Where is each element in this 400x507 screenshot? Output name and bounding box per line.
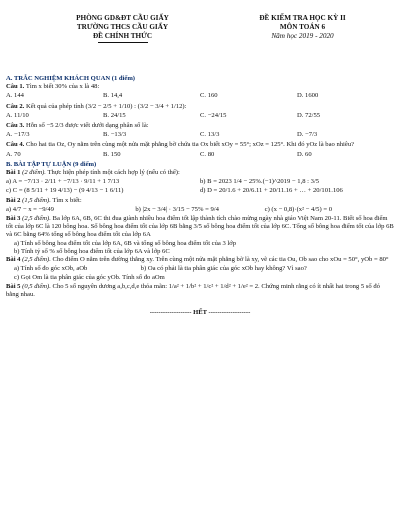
question-text: Tìm x biết 30% của x là 48: xyxy=(25,83,100,91)
option: A. 144 xyxy=(6,92,24,100)
sub-question: a) 4/7 − x = −9/49 xyxy=(6,205,54,213)
question-3-options xyxy=(6,131,394,139)
question-4-options xyxy=(6,151,394,159)
sub-question: b) |2x − 3/4| · 3/15 − 75% = 9/4 xyxy=(135,205,219,213)
exercise-label: Bài 1 xyxy=(6,169,21,177)
exercise-score: (2,5 điểm). xyxy=(22,256,51,264)
school-name: TRƯỜNG THCS CẦU GIẤY xyxy=(76,23,169,31)
exercise-2 xyxy=(6,197,394,205)
header-left xyxy=(40,14,205,43)
question-label: Câu 2. xyxy=(6,102,25,110)
exam-content xyxy=(6,74,394,317)
school-year: Năm học 2019 - 2020 xyxy=(271,32,334,40)
question-label: Câu 3. xyxy=(6,122,25,130)
exam-title: ĐỀ KIỂM TRA HỌC KỲ II xyxy=(259,14,346,22)
sub-question: a) Tính số bông hoa điểm tốt của lớp 6A, 6B và tổng số bông hoa điểm tốt của 3 lớp xyxy=(14,239,237,247)
option: D. 60 xyxy=(297,150,312,158)
subject-name: MÔN TOÁN 6 xyxy=(279,23,326,31)
question-label: Câu 4. xyxy=(6,141,25,149)
sub-question: d) D = 20/1.6 + 20/6.11 + 20/11.16 + … + 20/101.106 xyxy=(200,187,343,195)
sub-question: b) Tính tỷ số % số bông hoa điểm tốt của lớp 6A và lớp 6C xyxy=(14,247,170,255)
exercise-text: Ba lớp 6A, 6B, 6C thi đua giành nhiều hoa điểm tốt lập thành tích chào mừng ngày nhà giáo Việt Nam 20-11. Biết số hoa điểm tốt của lớp 6C là 120 bông hoa. Số bông hoa điểm tốt của lớp 6B bằng 3/5 số bông hoa điểm tốt của lớp 6C. Tổng số bông hoa điểm tốt của lớp 6B và 6C bằng 64% tổng số bông hoa điểm tốt của lớp 6A xyxy=(6,215,394,239)
exercise-score: (2,5 điểm). xyxy=(22,215,51,223)
official-label: ĐỀ CHÍNH THỨC xyxy=(92,32,153,40)
sub-question: a) Tính số đo góc xOb, aOb xyxy=(14,265,88,273)
sub-question: a) A = −7/13 · 2/11 + −7/13 · 9/11 + 1 7/13 xyxy=(6,178,120,186)
sub-question: b) B = 2023 1/4 − 25%.(−1)^2019 − 1,8 : 3/5 xyxy=(200,178,320,186)
exercise-1-row-2 xyxy=(6,187,394,195)
question-1-options xyxy=(6,92,394,100)
question-2-options xyxy=(6,112,394,120)
option: B. 150 xyxy=(103,150,121,158)
sub-question: c) (x − 0,8)·(x² − 4/5) = 0 xyxy=(264,205,332,213)
section-a-title: A. TRẮC NGHIỆM KHÁCH QUAN (1 điểm) xyxy=(6,75,136,82)
exercise-label: Bài 4 xyxy=(6,256,21,264)
question-label: Câu 1. xyxy=(6,83,25,91)
sub-question: c) C = (8 5/11 + 19 4/13) − (9 4/13 − 1 6/11) xyxy=(6,187,124,195)
exercise-label: Bài 5 xyxy=(6,282,21,290)
option: B. 24/15 xyxy=(103,111,126,119)
question-1 xyxy=(6,83,394,91)
exercise-label: Bài 2 xyxy=(6,196,21,204)
exercise-2-row xyxy=(6,206,394,214)
exercise-4 xyxy=(6,256,394,264)
question-text: Kết quả của phép tính (3/2 − 2/5 + 1/10) : (3/2 − 3/4 + 1/12): xyxy=(25,102,187,110)
exercise-text: Thực hiện phép tính một cách hợp lý (nếu có thể): xyxy=(47,169,180,177)
end-marker: ------------------- HẾT ------------------- xyxy=(149,309,251,317)
option: B. 14,4 xyxy=(103,92,123,100)
option: A. 70 xyxy=(6,150,21,158)
question-text: Cho hai tia Oz, Oy nằm trên cùng một nửa mặt phẳng bờ chứa tia Ox biết xOy = 55°; xOz = 125°. Khi đó yOz là bao nhiêu? xyxy=(25,141,355,149)
exercise-score: (2 điểm). xyxy=(22,169,46,177)
option: D. 72/55 xyxy=(297,111,321,119)
exercise-text: Cho 5 số nguyên dương a,b,c,d,e thỏa mãn: 1/a² + 1/b² + 1/c² + 1/d² + 1/e² = 2. Chứng minh rằng có ít nhất hai trong 5 số đó bằng nhau. xyxy=(6,282,380,298)
exercise-1-row-1 xyxy=(6,178,394,186)
option: C. 13/3 xyxy=(200,131,220,139)
department-name: PHÒNG GD&ĐT CẦU GIẤY xyxy=(76,14,169,22)
exercise-label: Bài 3 xyxy=(6,215,21,223)
option: C. 80 xyxy=(200,150,215,158)
question-text: Hỗn số −5 2/3 được viết dưới dạng phân số là: xyxy=(25,122,149,130)
exercise-4-row xyxy=(6,265,394,273)
option: D. −7/3 xyxy=(297,131,318,139)
question-2 xyxy=(6,103,394,111)
exercise-score: (1,5 điểm). xyxy=(22,196,51,204)
exercise-1 xyxy=(6,169,394,177)
option: C. 160 xyxy=(200,92,218,100)
sub-question: c) Gọi Om là tia phân giác của góc yOb. Tính số đo aOm xyxy=(14,274,165,282)
exercise-text: Tìm x biết: xyxy=(52,196,82,204)
exercise-5 xyxy=(6,283,394,299)
question-3 xyxy=(6,122,394,130)
exercise-text: Cho điểm O nằm trên đường thẳng xy. Trên cùng một nửa mặt phẳng bờ là xy, vẽ các tia Ou, Ob sao cho xOu = 50°, yOb = 80° xyxy=(52,256,389,264)
sub-question: b) Oa có phải là tia phân giác của góc xOb hay không? Vì sao? xyxy=(140,265,307,273)
option: B. −13/3 xyxy=(103,131,127,139)
option: C. −24/15 xyxy=(200,111,227,119)
exercise-score: (0,5 điểm). xyxy=(22,282,51,290)
option: A. 11/10 xyxy=(6,111,29,119)
exercise-3 xyxy=(6,215,394,240)
section-b-title: B. BÀI TẬP TỰ LUẬN (9 điểm) xyxy=(6,160,97,168)
option: A. −17/3 xyxy=(6,131,30,139)
header-left-divider xyxy=(98,42,148,43)
option: D. 1600 xyxy=(297,92,319,100)
question-4 xyxy=(6,141,394,149)
header-right xyxy=(220,14,385,41)
